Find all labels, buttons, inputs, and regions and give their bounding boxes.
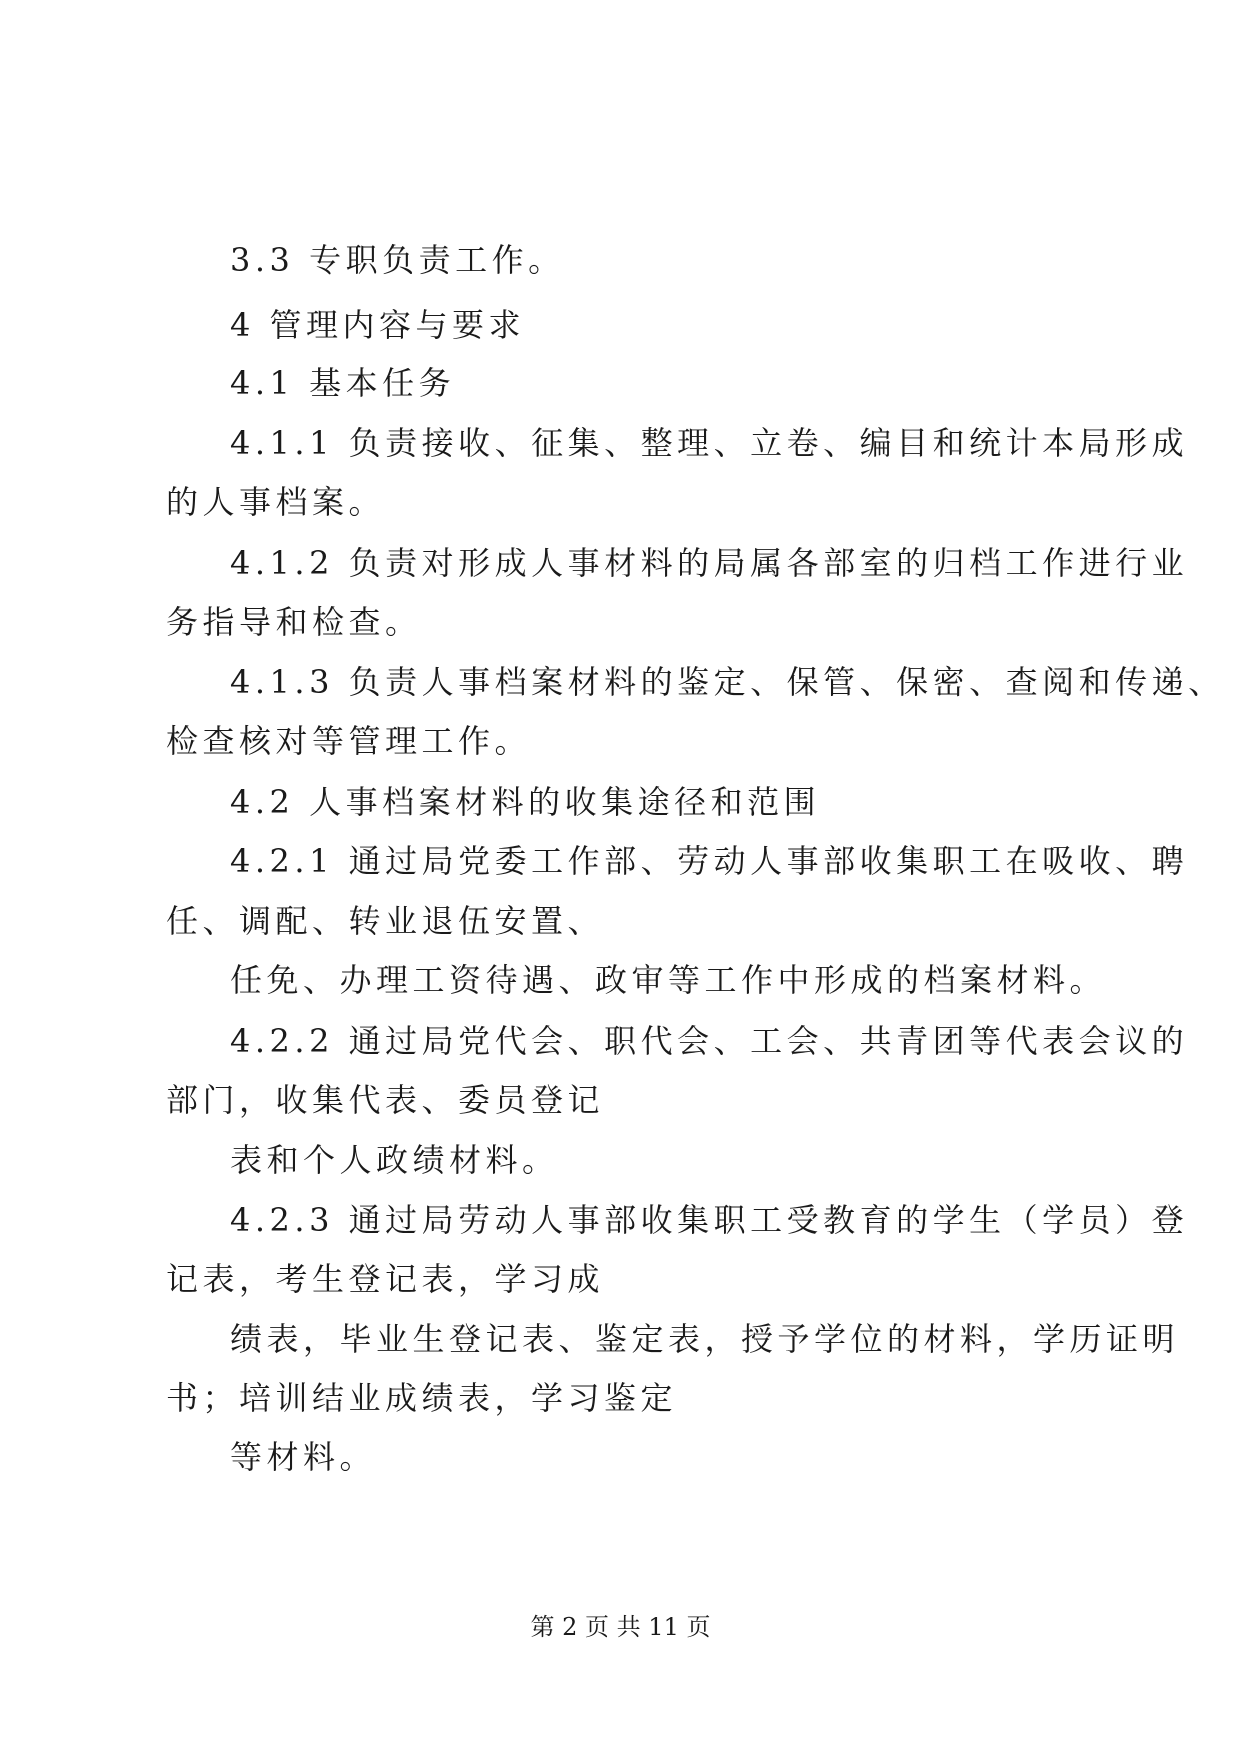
paragraph-line: 表和个人政绩材料。 [230, 1141, 559, 1179]
subsection-heading: 4.1 基本任务 [230, 364, 456, 402]
page-number-footer: 第 2 页 共 11 页 [530, 1613, 711, 1641]
paragraph-line: 绩表，毕业生登记表、鉴定表，授予学位的材料，学历证明 [230, 1320, 1180, 1358]
paragraph-line: 4.1.3 负责人事档案材料的鉴定、保管、保密、查阅和传递、 [230, 663, 1225, 701]
subsection-heading: 4.2 人事档案材料的收集途径和范围 [230, 783, 821, 821]
paragraph-line: 等材料。 [230, 1438, 377, 1476]
section-heading: 4 管理内容与要求 [230, 306, 526, 344]
paragraph-line: 3.3 专职负责工作。 [230, 241, 565, 279]
paragraph-line: 4.1.2 负责对形成人事材料的局属各部室的归档工作进行业 [230, 544, 1189, 582]
paragraph-line: 4.2.2 通过局党代会、职代会、工会、共青团等代表会议的 [230, 1022, 1189, 1060]
paragraph-line: 检查核对等管理工作。 [166, 722, 532, 760]
paragraph-line: 务指导和检查。 [166, 603, 422, 641]
paragraph-line: 4.2.3 通过局劳动人事部收集职工受教育的学生（学员）登 [230, 1201, 1189, 1239]
paragraph-line: 书；培训结业成绩表，学习鉴定 [166, 1379, 678, 1417]
paragraph-line: 任免、办理工资待遇、政审等工作中形成的档案材料。 [230, 961, 1107, 999]
paragraph-line: 任、调配、转业退伍安置、 [166, 902, 605, 940]
paragraph-line: 4.2.1 通过局党委工作部、劳动人事部收集职工在吸收、聘 [230, 842, 1189, 880]
paragraph-line: 记表，考生登记表，学习成 [166, 1260, 605, 1298]
paragraph-line: 部门，收集代表、委员登记 [166, 1081, 605, 1119]
paragraph-line: 4.1.1 负责接收、征集、整理、立卷、编目和统计本局形成 [230, 424, 1189, 462]
paragraph-line: 的人事档案。 [166, 483, 386, 521]
